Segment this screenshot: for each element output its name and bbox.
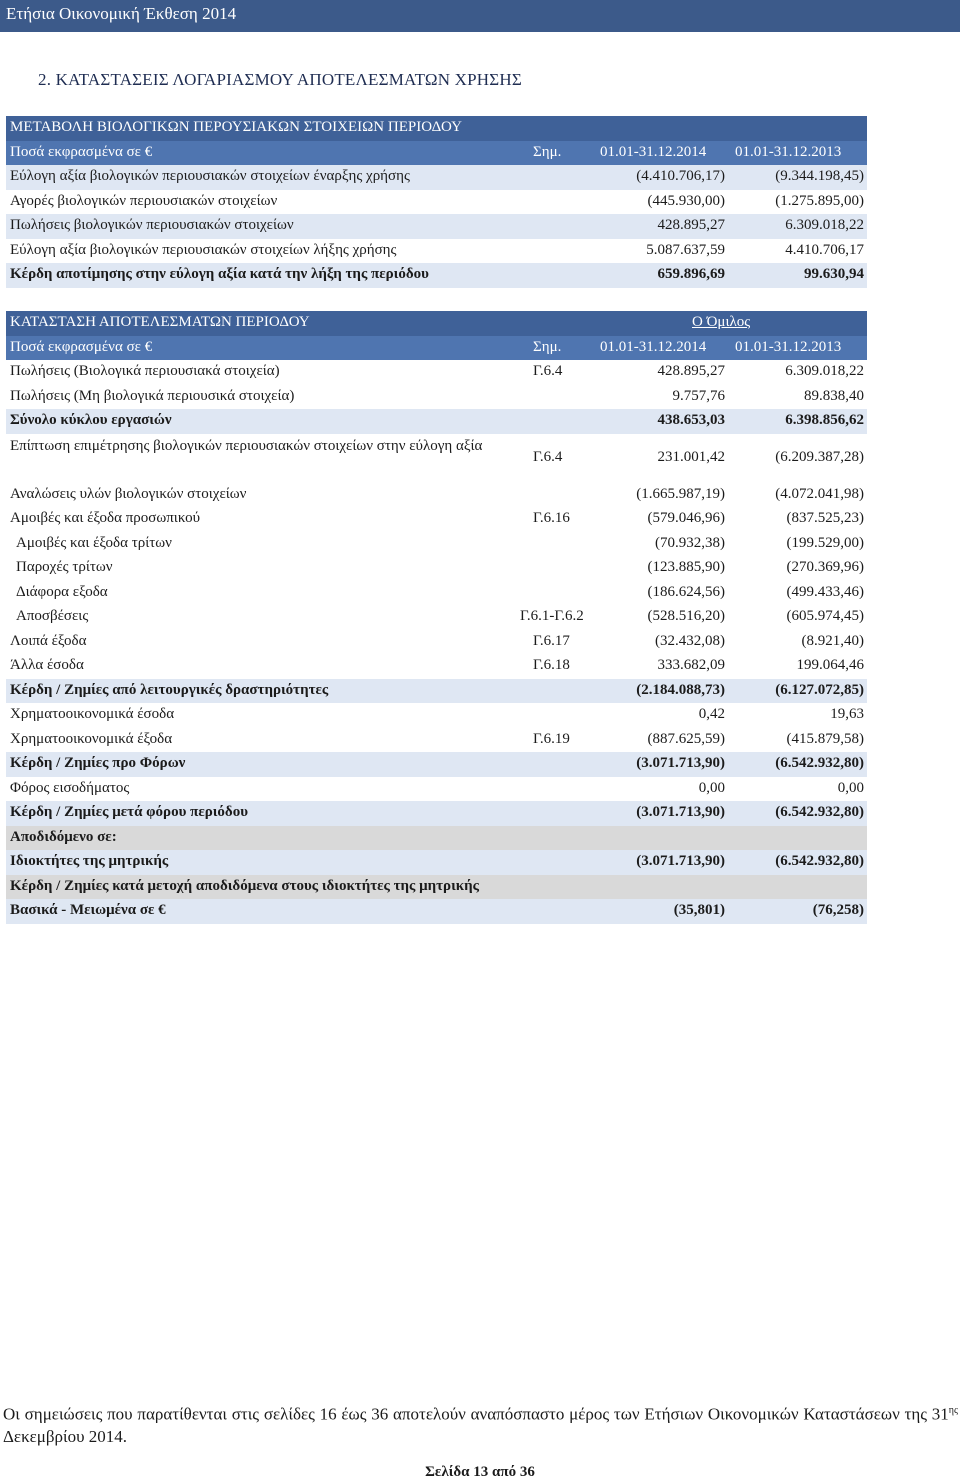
table-row bbox=[6, 190, 867, 215]
row-label: Αναλώσεις υλών βιολογικών στοιχείων bbox=[10, 485, 247, 502]
row-note: Γ.6.4 bbox=[533, 448, 563, 465]
row-value-2013: (76,258) bbox=[812, 902, 864, 918]
row-label: Παροχές τρίτων bbox=[16, 559, 113, 575]
row-value-2013: (415.879,58) bbox=[786, 730, 864, 747]
row-value-2013: (499.433,46) bbox=[786, 583, 864, 600]
table-header-row bbox=[6, 336, 867, 361]
row-value-2014: (528.516,20) bbox=[647, 608, 725, 624]
row-label: Κέρδη / Ζημίες κατά μετοχή αποδιδόμενα στους ιδιοκτήτες της μητρικής bbox=[10, 877, 479, 894]
table-subheader-row bbox=[6, 826, 867, 851]
row-label: Κέρδη / Ζημίες προ Φόρων bbox=[10, 755, 186, 771]
table-total-row bbox=[6, 409, 867, 434]
row-value-2014: (3.071.713,90) bbox=[636, 755, 725, 771]
row-value-2013: (6.542.932,80) bbox=[775, 804, 864, 820]
table-subheader-row bbox=[6, 875, 867, 900]
row-value-2014: 428.895,27 bbox=[657, 217, 725, 233]
row-label: Κέρδη αποτίμησης στην εύλογη αξία κατά την λήξη της περιόδου bbox=[10, 266, 429, 282]
table-row bbox=[6, 483, 867, 508]
row-value-2013: (199.529,00) bbox=[786, 534, 864, 551]
row-label: Διάφορα εξοδα bbox=[16, 583, 108, 600]
table-row bbox=[6, 532, 867, 557]
table-row bbox=[6, 777, 867, 802]
row-label: Ιδιοκτήτες της μητρικής bbox=[10, 853, 169, 869]
column-header-label: Ποσά εκφρασμένα σε € bbox=[10, 143, 153, 160]
table-title-row bbox=[6, 116, 867, 141]
row-label: Αγορές βιολογικών περιουσιακών στοιχείων bbox=[10, 192, 278, 209]
table-total-row bbox=[6, 850, 867, 875]
row-value-2013: (6.542.932,80) bbox=[775, 755, 864, 771]
row-note: Γ.6.19 bbox=[533, 730, 570, 747]
row-value-2014: 5.087.637,59 bbox=[646, 241, 725, 258]
column-header-note: Σημ. bbox=[533, 338, 562, 355]
row-value-2013: 6.398.856,62 bbox=[785, 412, 864, 428]
row-value-2013: 99.630,94 bbox=[804, 266, 864, 282]
table-row bbox=[6, 556, 867, 581]
row-label: Πωλήσεις (Βιολογικά περιουσιακά στοιχεία) bbox=[10, 363, 280, 379]
row-value-2013: (6.127.072,85) bbox=[775, 681, 864, 698]
row-value-2014: 0,00 bbox=[698, 779, 725, 796]
table-total-row bbox=[6, 752, 867, 777]
row-label: Κέρδη / Ζημίες από λειτουργικές δραστηριότητες bbox=[10, 681, 329, 698]
row-value-2013: (605.974,45) bbox=[786, 608, 864, 624]
group-header: Ο Όμιλος bbox=[692, 314, 751, 330]
row-value-2014: 333.682,09 bbox=[657, 657, 725, 673]
row-label: Εύλογη αξία βιολογικών περιουσιακών στοιχείων λήξης χρήσης bbox=[10, 241, 397, 258]
row-label: Εύλογη αξία βιολογικών περιουσιακών στοιχείων έναρξης χρήσης bbox=[10, 168, 410, 184]
row-value-2014: 0,42 bbox=[698, 706, 725, 722]
row-value-2014: (32.432,08) bbox=[655, 632, 725, 649]
row-value-2013: (8.921,40) bbox=[801, 632, 864, 649]
footnote bbox=[3, 1400, 958, 1448]
column-header-label: Ποσά εκφρασμένα σε € bbox=[10, 338, 153, 355]
table-row bbox=[6, 385, 867, 410]
table-total-row bbox=[6, 679, 867, 704]
row-label: Χρηματοοικονομικά έξοδα bbox=[10, 730, 173, 747]
row-value-2014: (3.071.713,90) bbox=[636, 804, 725, 820]
table-row bbox=[6, 214, 867, 239]
column-header-note: Σημ. bbox=[533, 143, 562, 160]
footnote-superscript: ης bbox=[948, 1405, 958, 1416]
row-value-2014: (1.665.987,19) bbox=[636, 485, 725, 502]
row-value-2014: 9.757,76 bbox=[672, 387, 725, 404]
row-value-2014: 659.896,69 bbox=[657, 266, 725, 282]
row-value-2014: (35,801) bbox=[673, 902, 725, 918]
row-note: Γ.6.17 bbox=[533, 632, 570, 649]
row-note: Γ.6.18 bbox=[533, 657, 570, 673]
row-value-2013: (9.344.198,45) bbox=[775, 168, 864, 184]
row-note: Γ.6.16 bbox=[533, 510, 570, 526]
row-value-2014: (186.624,56) bbox=[647, 583, 725, 600]
row-label: Αποδιδόμενο σε: bbox=[10, 828, 117, 845]
row-label: Σύνολο κύκλου εργασιών bbox=[10, 412, 172, 428]
table-row bbox=[6, 703, 867, 728]
row-value-2014: 438.653,03 bbox=[657, 412, 725, 428]
row-value-2013: 6.309.018,22 bbox=[785, 217, 864, 233]
biological-assets-table bbox=[6, 116, 867, 288]
row-label: Αμοιβές και έξοδα προσωπικού bbox=[10, 510, 200, 526]
table-row bbox=[6, 728, 867, 753]
row-label: Φόρος εισοδήματος bbox=[10, 779, 130, 796]
row-label: Λοιπά έξοδα bbox=[10, 632, 87, 649]
table-row bbox=[6, 360, 867, 385]
section-title: 2. ΚΑΤΑΣΤΑΣΕΙΣ ΛΟΓΑΡΙΑΣΜΟΥ ΑΠΟΤΕΛΕΣΜΑΤΩΝ ΧΡΗΣΗΣ bbox=[38, 70, 522, 89]
row-value-2013: 6.309.018,22 bbox=[785, 363, 864, 379]
column-header-2014: 01.01-31.12.2014 bbox=[600, 143, 707, 160]
row-value-2013: (6.542.932,80) bbox=[775, 853, 864, 869]
row-label: Κέρδη / Ζημίες μετά φόρου περιόδου bbox=[10, 804, 248, 820]
row-value-2013: 0,00 bbox=[837, 779, 864, 796]
row-label: Άλλα έσοδα bbox=[10, 657, 84, 673]
row-value-2014: (4.410.706,17) bbox=[636, 168, 725, 184]
footnote-text: Οι σημειώσεις που παρατίθενται στις σελίδες 16 έως 36 αποτελούν αναπόσπαστο μέρος των Ετήσιων Οικονομικών Καταστάσεων της 31 bbox=[3, 1404, 949, 1424]
row-value-2013: 19,63 bbox=[830, 706, 864, 722]
row-value-2014: (579.046,96) bbox=[647, 510, 725, 526]
report-header bbox=[0, 0, 960, 32]
row-label: Πωλήσεις βιολογικών περιουσιακών στοιχείων bbox=[10, 217, 294, 233]
column-header-2014: 01.01-31.12.2014 bbox=[600, 338, 707, 355]
row-value-2013: (270.369,96) bbox=[786, 559, 864, 575]
row-label: Χρηματοοικονομικά έσοδα bbox=[10, 706, 175, 722]
table-row bbox=[6, 165, 867, 190]
row-label: Επίπτωση επιμέτρησης βιολογικών περιουσιακών στοιχείων στην εύλογη αξία bbox=[10, 437, 483, 454]
page-number: Σελίδα 13 από 36 bbox=[425, 1464, 535, 1480]
row-value-2014: 231.001,42 bbox=[657, 448, 725, 465]
row-value-2014: (445.930,00) bbox=[647, 192, 725, 209]
row-value-2014: (3.071.713,90) bbox=[636, 853, 725, 869]
row-note: Γ.6.1-Γ.6.2 bbox=[520, 608, 584, 624]
row-note: Γ.6.4 bbox=[533, 363, 563, 379]
table-total-row bbox=[6, 801, 867, 826]
row-value-2013: (837.525,23) bbox=[786, 510, 864, 526]
row-label: Βασικά - Μειωμένα σε € bbox=[10, 902, 166, 918]
row-value-2013: 89.838,40 bbox=[804, 387, 864, 404]
row-value-2013: 4.410.706,17 bbox=[785, 241, 864, 258]
table-title: ΚΑΤΑΣΤΑΣΗ ΑΠΟΤΕΛΕΣΜΑΤΩΝ ΠΕΡΙΟΔΟΥ bbox=[10, 314, 310, 330]
table-header-row bbox=[6, 141, 867, 166]
row-value-2013: (1.275.895,00) bbox=[775, 192, 864, 209]
table-title-row bbox=[6, 311, 867, 336]
row-value-2013: (4.072.041,98) bbox=[775, 485, 864, 502]
row-value-2014: (70.932,38) bbox=[655, 534, 725, 551]
table-row bbox=[6, 581, 867, 606]
table-row bbox=[6, 434, 867, 483]
report-title: Ετήσια Οικονομική Έκθεση 2014 bbox=[6, 4, 237, 23]
income-statement-table bbox=[6, 311, 867, 924]
row-value-2013: (6.209.387,28) bbox=[775, 448, 864, 465]
row-value-2014: (123.885,90) bbox=[647, 559, 725, 575]
table-total-row bbox=[6, 899, 867, 924]
row-value-2014: (887.625,59) bbox=[647, 730, 725, 747]
column-header-2013: 01.01-31.12.2013 bbox=[735, 338, 842, 355]
table-row bbox=[6, 507, 867, 532]
table-row bbox=[6, 605, 867, 630]
row-label: Πωλήσεις (Μη βιολογικά περιουσικά στοιχεία) bbox=[10, 387, 295, 404]
table-row bbox=[6, 630, 867, 655]
row-value-2014: 428.895,27 bbox=[657, 363, 725, 379]
row-value-2014: (2.184.088,73) bbox=[636, 681, 725, 698]
table-title: ΜΕΤΑΒΟΛΗ ΒΙΟΛΟΓΙΚΩΝ ΠΕΡΟΥΣΙΑΚΩΝ ΣΤΟΙΧΕΙΩΝ ΠΕΡΙΟΔΟΥ bbox=[10, 119, 462, 135]
row-value-2013: 199.064,46 bbox=[796, 657, 864, 673]
row-label: Αποσβέσεις bbox=[16, 608, 89, 624]
table-total-row bbox=[6, 263, 867, 288]
table-row bbox=[6, 654, 867, 679]
row-label: Αμοιβές και έξοδα τρίτων bbox=[16, 534, 172, 551]
footnote-text-end: Δεκεμβρίου 2014. bbox=[3, 1426, 128, 1446]
column-header-2013: 01.01-31.12.2013 bbox=[735, 143, 842, 160]
table-row bbox=[6, 239, 867, 264]
